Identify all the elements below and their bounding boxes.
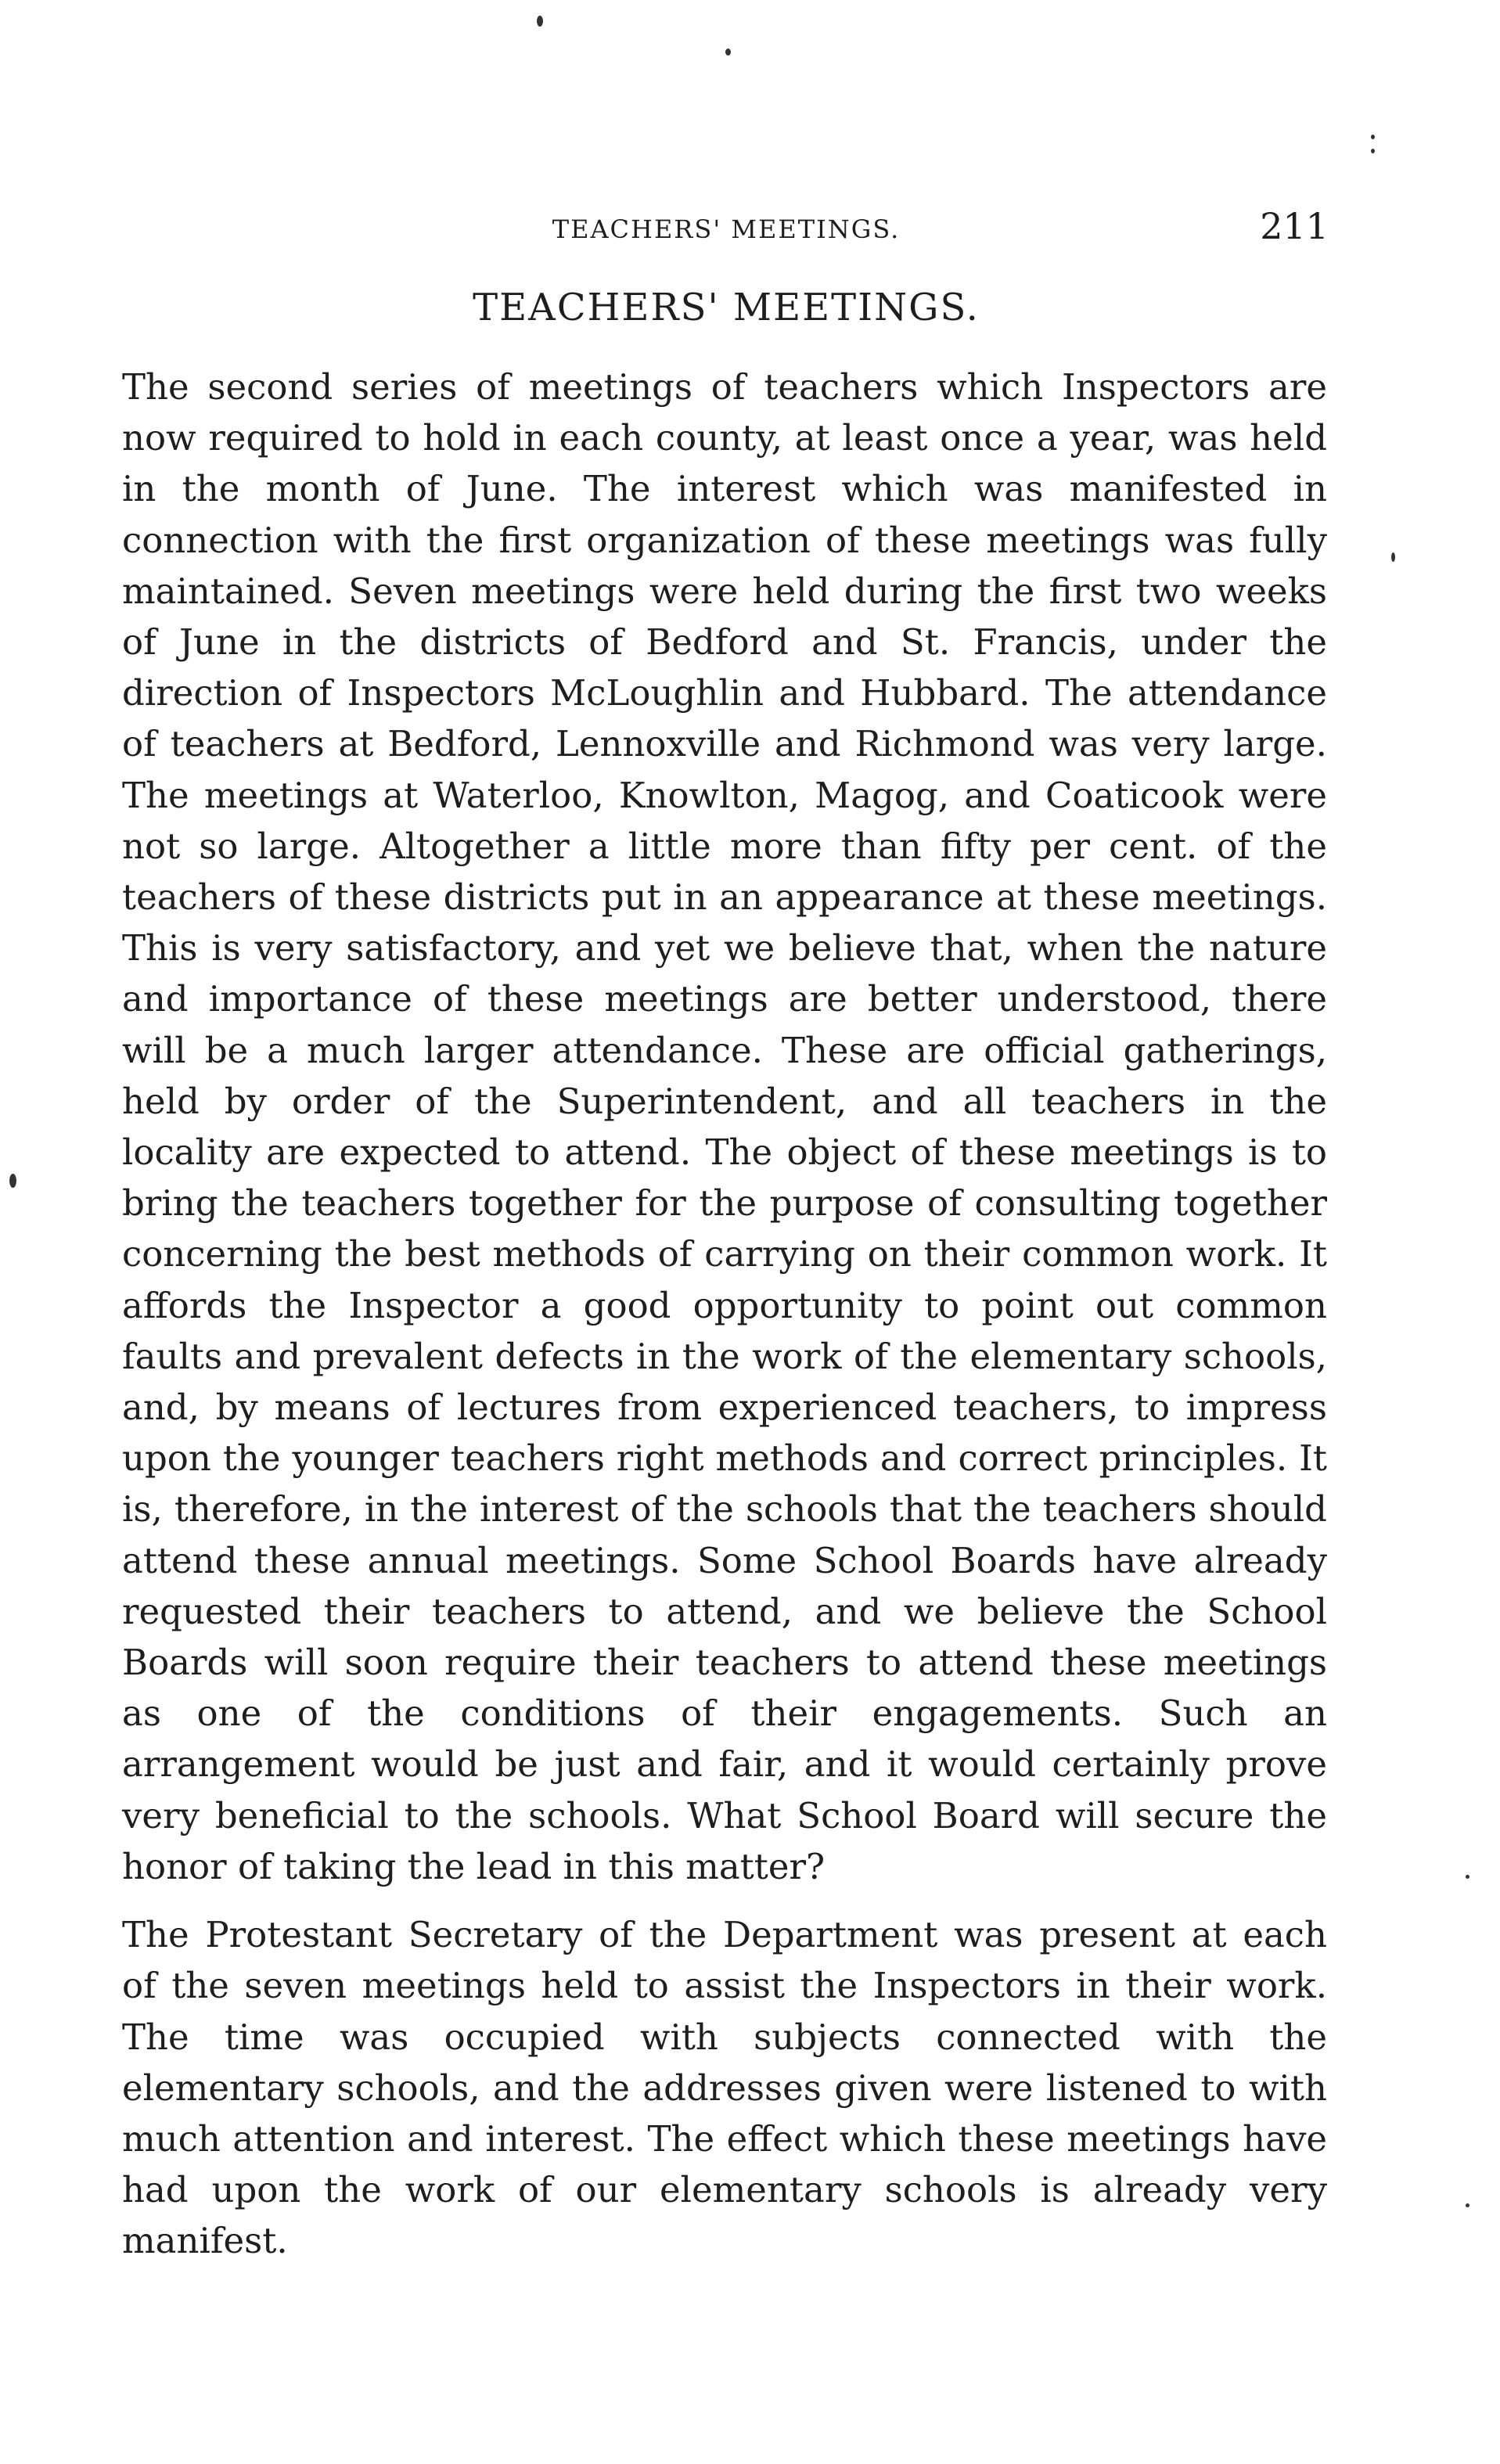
ink-speck: [1466, 2203, 1469, 2207]
ink-speck: [9, 1174, 16, 1188]
ink-speck: [1391, 552, 1395, 562]
paragraph-2: [122, 1909, 1327, 2266]
article-body: [122, 362, 1327, 2267]
running-title: TEACHERS' MEETINGS.: [552, 214, 901, 244]
ink-speck: [1371, 135, 1375, 139]
running-head: [124, 205, 1329, 252]
article-title: TEACHERS' MEETINGS.: [473, 286, 980, 329]
paragraph-1: [122, 362, 1327, 1892]
ink-speck: [1466, 1875, 1469, 1879]
ink-speck: [725, 49, 731, 56]
ink-speck: [537, 16, 543, 27]
page-number: 211: [1260, 205, 1329, 247]
paragraph-1-text: The second series of meetings of teachers which Inspectors are now required to hold in each county, at least once a year, was held in the month of June. The interest which was manifested in connection with the first organization of these meetings was fully maintained. Seven meetings were held during the first two weeks of June in the districts of Bedford and St. Francis, under the direction of Inspectors McLoughlin and Hubbard. The attendance of teachers at Bedford, Lennoxville and Richmond was very large. The meetings at Waterloo, Knowlton, Magog, and Coaticook were not so large. Altogether a little more than fifty per cent. of the teachers of these districts put in an appearance at these meetings. This is very satisfactory, and yet we believe that, when the nature and importance of these meetings are better understood, there will be a much larger attendance. These are official gatherings, held by order of the Superintendent, and all teachers in the locality are expected to attend. The object of these meetings is to bring the teachers together for the purpose of consulting together concerning the best methods of carrying on their common work. It affords the Inspector a good opportunity to point out common faults and prevalent defects in the work of the elementary schools, and, by means of lectures from experienced teachers, to impress upon the younger teachers right methods and correct principles. It is, therefore, in the interest of the schools that the teachers should attend these annual meetings. Some School Boards have already requested their teachers to attend, and we believe the School Boards will soon require their teachers to attend these meetings as one of the conditions of their engagements. Such an arrangement would be just and fair, and it would certainly prove very beneficial to the schools. What School Board will secure the honor of taking the lead in this matter?: [122, 366, 1327, 1887]
paragraph-2-text: The Protestant Secretary of the Department was present at each of the seven meetings held to assist the Inspectors in their work. The time was occupied with subjects connected with the elementary schools, and the addresses given were listened to with much attention and interest. The effect which these meetings have had upon the work of our elementary schools is already very manifest.: [122, 1914, 1327, 2262]
ink-speck: [1371, 149, 1375, 153]
